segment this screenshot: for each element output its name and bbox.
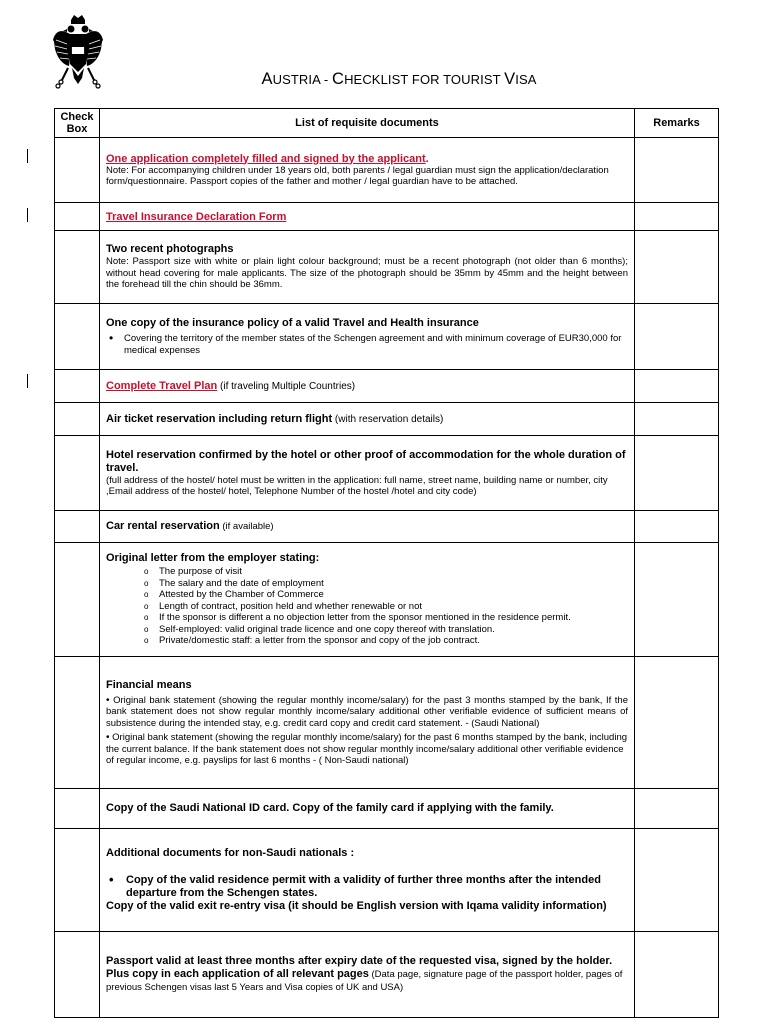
insurance-declaration-link[interactable]: Travel Insurance Declaration Form	[106, 210, 287, 223]
checklist-table	[54, 108, 719, 1018]
table-header-row	[55, 109, 719, 138]
remarks-cell[interactable]	[635, 657, 719, 789]
document-cell	[100, 511, 635, 543]
financial-paragraph-saudi: • Original bank statement (showing the regular monthly income/salary) for the past 3 months stamped by the bank, If the bank statement does not show regular monthly income/salary additional other verifiable evidence of sufficient means of subsistence during the intended stay, e.g. credit card copy and credit card statement. - (Saudi National)	[106, 694, 628, 729]
document-cell	[100, 829, 635, 932]
residence-permit-bullet: • Copy of the valid residence permit with a validity of further three months after the intended departure from the Schengen states.	[106, 874, 628, 900]
remarks-cell[interactable]	[635, 543, 719, 657]
table-row	[55, 543, 719, 657]
air-ticket-suffix: (with reservation details)	[332, 413, 444, 425]
check-box-cell[interactable]	[55, 231, 100, 304]
remarks-cell[interactable]	[635, 403, 719, 436]
insurance-policy-title: One copy of the insurance policy of a valid Travel and Health insurance	[106, 317, 479, 329]
table-row	[55, 304, 719, 370]
document-cell	[100, 789, 635, 829]
revision-mark	[27, 149, 28, 163]
document-cell	[100, 403, 635, 436]
header-remarks: Remarks	[635, 109, 719, 138]
table-row	[55, 370, 719, 403]
hotel-note: (full address of the hostel/ hotel must be written in the application: full name, street name, building name or number, city ,Email address of the hostel/ hotel, Telephone Number of the hostel /hotel and city code)	[106, 474, 608, 497]
table-row	[55, 403, 719, 436]
table-row	[55, 932, 719, 1018]
document-cell	[100, 932, 635, 1018]
check-box-cell[interactable]	[55, 304, 100, 370]
passport-title: Passport valid at least three months after expiry date of the requested visa, signed by the holder. Plus copy in each application of all relevant pages	[106, 955, 613, 981]
remarks-cell[interactable]	[635, 789, 719, 829]
travel-plan-link[interactable]: Complete Travel Plan	[106, 379, 218, 392]
remarks-cell[interactable]	[635, 932, 719, 1018]
header-check-box: Check Box	[55, 109, 100, 138]
document-cell	[100, 203, 635, 231]
non-saudi-title: Additional documents for non-Saudi nationals :	[106, 847, 355, 859]
list-item: o If the sponsor is different a no objection letter from the sponsor mentioned in the residence permit.	[144, 612, 628, 624]
financial-paragraph-non-saudi: • Original bank statement (showing the regular monthly income/salary) for the past 6 months stamped by the bank, including the current balance. If the bank statement does not show regular monthly income/salary additional other verifiable evidence of regular income, e.g. payslips for last 6 months - ( Non-Saudi national)	[106, 732, 628, 766]
remarks-cell[interactable]	[635, 370, 719, 403]
check-box-cell[interactable]	[55, 138, 100, 203]
application-form-link[interactable]: One application completely filled and signed by the applicant	[106, 152, 426, 165]
table-row	[55, 231, 719, 304]
table-row	[55, 436, 719, 511]
car-rental-suffix: (if available)	[219, 521, 274, 532]
table-row	[55, 789, 719, 829]
document-cell	[100, 657, 635, 789]
list-item: o Length of contract, position held and whether renewable or not	[144, 601, 628, 613]
check-box-cell[interactable]	[55, 932, 100, 1018]
remarks-cell[interactable]	[635, 436, 719, 511]
check-box-cell[interactable]	[55, 370, 100, 403]
remarks-cell[interactable]	[635, 231, 719, 304]
revision-mark	[27, 208, 28, 222]
table-row	[55, 138, 719, 203]
list-item: o The purpose of visit	[144, 566, 628, 578]
table-row	[55, 657, 719, 789]
travel-plan-suffix: (if traveling Multiple Countries)	[217, 380, 356, 392]
table-row	[55, 203, 719, 231]
list-item: o Self-employed: valid original trade licence and one copy thereof with translation.	[144, 624, 628, 636]
revision-mark	[27, 374, 28, 388]
car-rental-title: Car rental reservation	[106, 520, 220, 532]
check-box-cell[interactable]	[55, 436, 100, 511]
check-box-cell[interactable]	[55, 403, 100, 436]
document-cell	[100, 370, 635, 403]
passport-suffix: (Data page, signature page of the passport holder, pages of previous Schengen visas last 5 Years and Visa copies of UK and USA)	[106, 969, 623, 994]
remarks-cell[interactable]	[635, 203, 719, 231]
document-cell	[100, 138, 635, 203]
check-box-cell[interactable]	[55, 543, 100, 657]
document-cell	[100, 543, 635, 657]
table-row	[55, 511, 719, 543]
check-box-cell[interactable]	[55, 511, 100, 543]
air-ticket-title: Air ticket reservation including return flight	[106, 412, 333, 425]
remarks-cell[interactable]	[635, 304, 719, 370]
hotel-title: Hotel reservation confirmed by the hotel or other proof of accommodation for the whole duration of travel.	[106, 448, 626, 474]
page-title: AUSTRIA - CHECKLIST FOR TOURIST VISA	[261, 70, 537, 88]
check-box-cell[interactable]	[55, 203, 100, 231]
remarks-cell[interactable]	[635, 511, 719, 543]
application-note: Note: For accompanying children under 18 years old, both parents / legal guardian must sign the application/declaration form/questionnaire. Passport copies of the father and mother / legal guardian have to be attached.	[106, 164, 609, 187]
remarks-cell[interactable]	[635, 138, 719, 203]
national-id-title: Copy of the Saudi National ID card. Copy of the family card if applying with the family.	[106, 802, 554, 814]
remarks-cell[interactable]	[635, 829, 719, 932]
document-cell	[100, 231, 635, 304]
list-item: o Private/domestic staff: a letter from the sponsor and copy of the job contract.	[144, 635, 628, 647]
list-item: o Attested by the Chamber of Commerce	[144, 589, 628, 601]
financial-means-title: Financial means	[106, 678, 192, 691]
list-item: o The salary and the date of employment	[144, 578, 628, 590]
photos-title: Two recent photographs	[106, 243, 234, 256]
document-cell	[100, 436, 635, 511]
exit-reentry-visa-text: Copy of the valid exit re-entry visa (it should be English version with Iqama validity information)	[106, 900, 607, 912]
photos-note: Note: Passport size with white or plain light colour background; must be a recent photograph (not older than 6 months); without head covering for male applicants. The size of the photograph should be 35mm by 45mm and the height between the forehead till the chin should be 36mm.	[106, 256, 628, 291]
check-box-cell[interactable]	[55, 789, 100, 829]
check-box-cell[interactable]	[55, 657, 100, 789]
header-documents: List of requisite documents	[100, 109, 635, 138]
employer-letter-title: Original letter from the employer stating:	[106, 552, 320, 565]
insurance-policy-bullet: • Covering the territory of the member states of the Schengen agreement and with minimum coverage of EUR30,000 for medical expenses	[106, 333, 628, 356]
document-cell	[100, 304, 635, 370]
period: .	[425, 152, 429, 165]
table-row	[55, 829, 719, 932]
check-box-cell[interactable]	[55, 829, 100, 932]
employer-requirements-list	[144, 566, 628, 647]
